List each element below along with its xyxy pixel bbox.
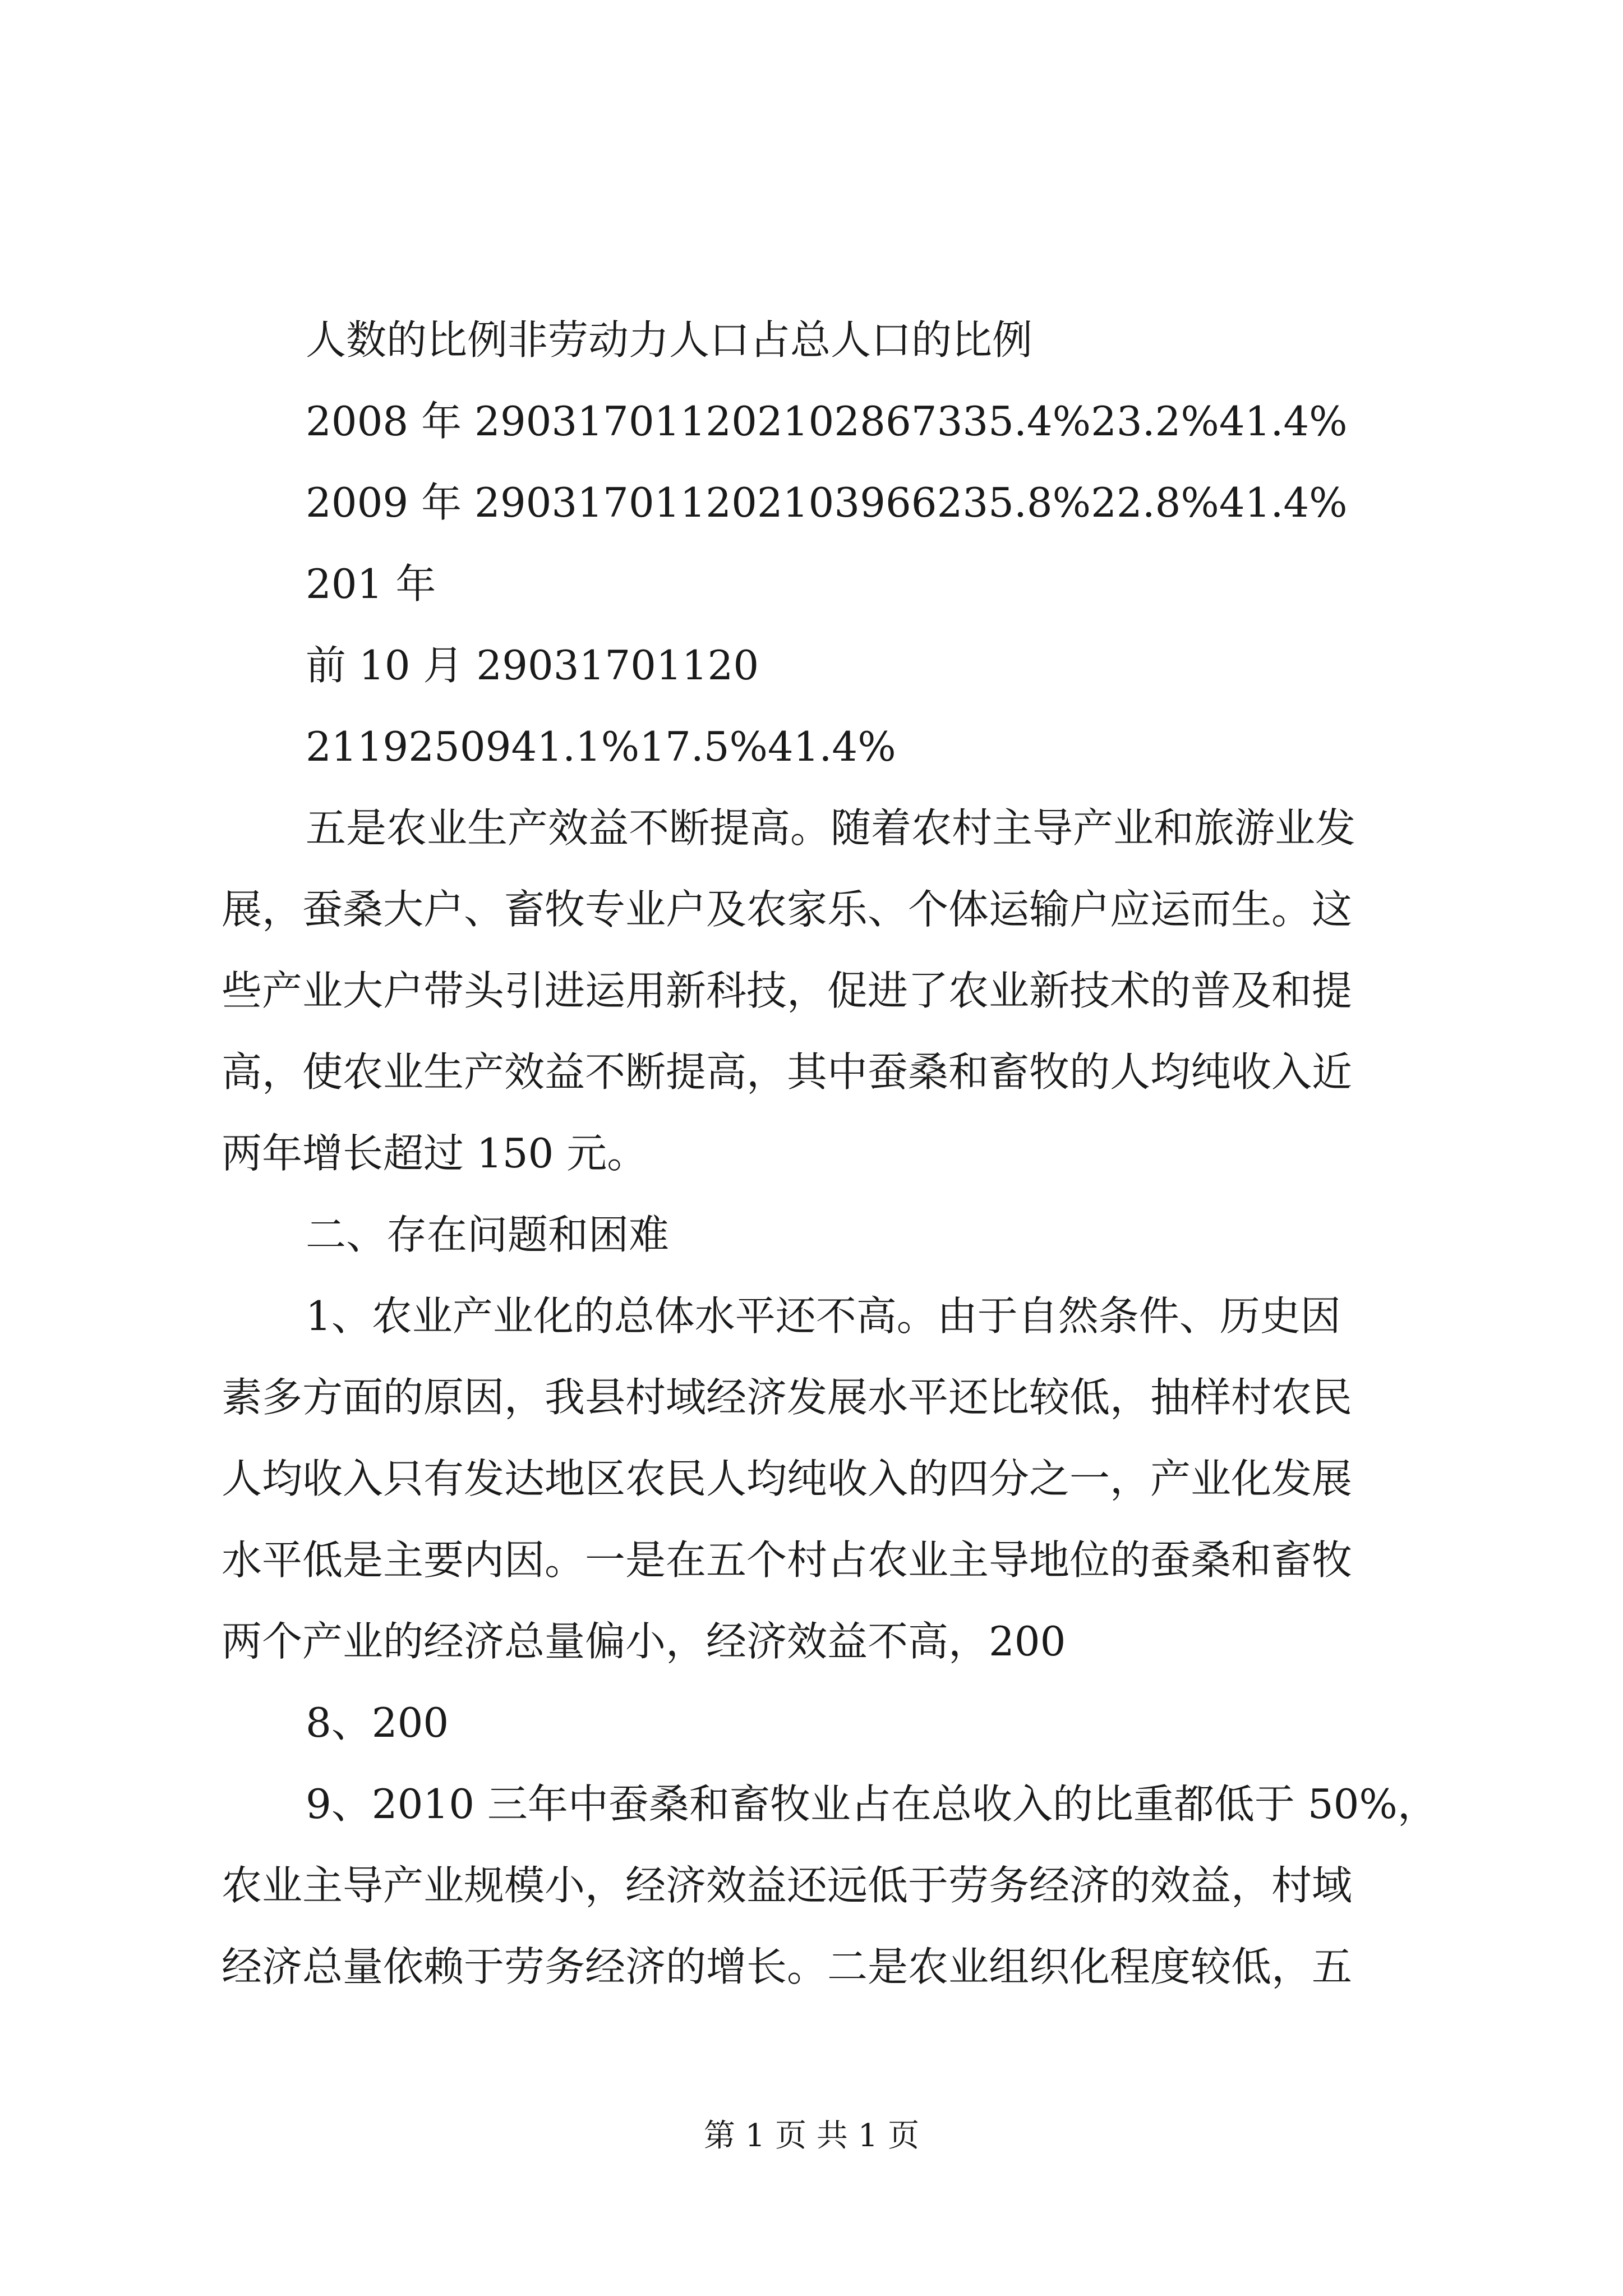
text-line: 2009 年 290317011202103966235.8%22.8%41.4% [306, 479, 1348, 526]
section-heading: 二、存在问题和困难 [306, 1211, 670, 1258]
text-line: 前 10 月 29031701120 [306, 642, 759, 689]
paragraph-line: 人均收入只有发达地区农民人均纯收入的四分之一，产业化发展 [222, 1455, 1353, 1502]
text-line: 2119250941.1%17.5%41.4% [306, 723, 896, 770]
paragraph-line: 8、200 [306, 1699, 449, 1746]
paragraph-line: 经济总量依赖于劳务经济的增长。二是农业组织化程度较低，五 [222, 1943, 1353, 1990]
paragraph-line: 展，蚕桑大户、畜牧专业户及农家乐、个体运输户应运而生。这 [222, 886, 1353, 933]
paragraph-line: 农业主导产业规模小，经济效益还远低于劳务经济的效益，村域 [222, 1862, 1353, 1909]
paragraph-line: 两个产业的经济总量偏小，经济效益不高，200 [222, 1618, 1066, 1665]
paragraph-line: 些产业大户带头引进运用新科技，促进了农业新技术的普及和提 [222, 967, 1353, 1014]
paragraph-line: 高，使农业生产效益不断提高，其中蚕桑和畜牧的人均纯收入近 [222, 1048, 1353, 1096]
paragraph-line: 1、农业产业化的总体水平还不高。由于自然条件、历史因 [306, 1292, 1341, 1340]
paragraph-line: 两年增长超过 150 元。 [222, 1130, 648, 1177]
text-line: 2008 年 290317011202102867335.4%23.2%41.4% [306, 398, 1348, 445]
text-line: 人数的比例非劳动力人口占总人口的比例 [306, 316, 1033, 364]
text-line: 201 年 [306, 560, 436, 608]
paragraph-line: 五是农业生产效益不断提高。随着农村主导产业和旅游业发 [306, 804, 1356, 852]
paragraph-line: 9、2010 三年中蚕桑和畜牧业占在总收入的比重都低于 50%， [306, 1780, 1438, 1828]
page-footer: 第 1 页 共 1 页 [703, 2118, 920, 2154]
paragraph-line: 水平低是主要内因。一是在五个村占农业主导地位的蚕桑和畜牧 [222, 1536, 1353, 1584]
paragraph-line: 素多方面的原因，我县村域经济发展水平还比较低，抽样村农民 [222, 1374, 1353, 1421]
